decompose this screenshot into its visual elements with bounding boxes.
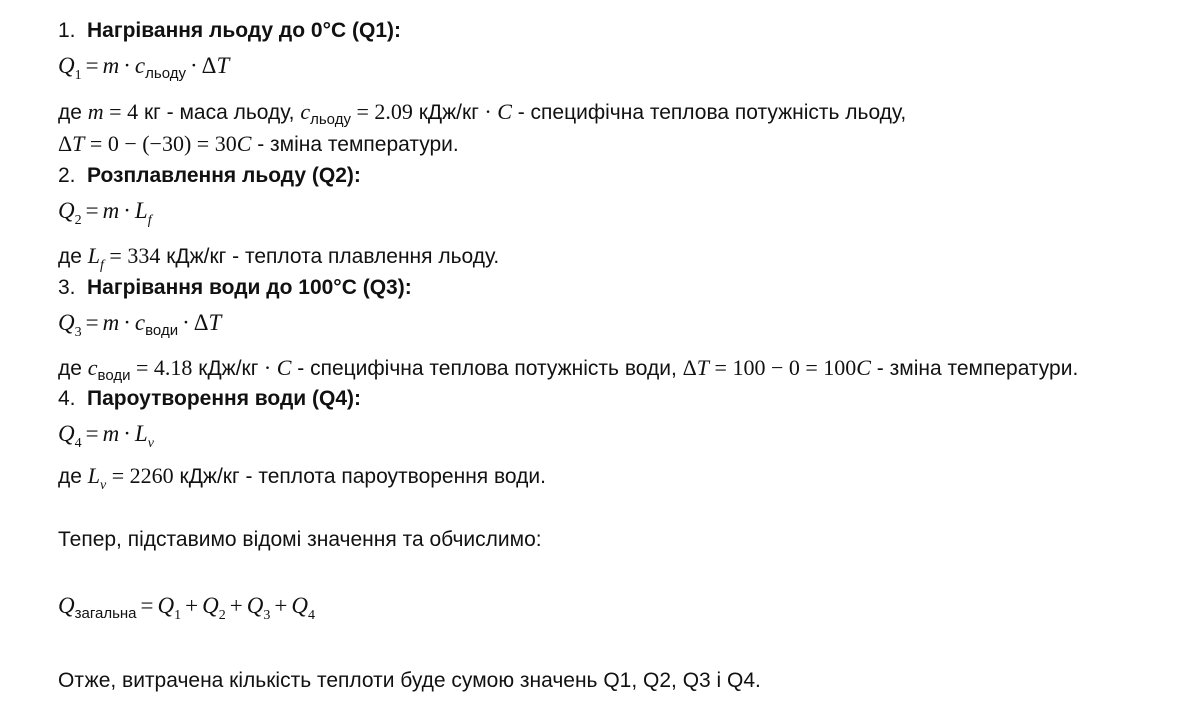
formula-q2: $Q_2 = m \cdot L_f$ — [58, 198, 152, 228]
formula-total: $Q_{загальна} = Q_1 + Q_2 + Q_3 + Q_4$ — [58, 593, 315, 623]
unit-heat: кДж/кг — [198, 357, 259, 380]
step-title: Пароутворення води (Q4): — [87, 387, 362, 410]
step-title: Розплавлення льоду (Q2): — [87, 164, 361, 187]
de-word: де — [58, 245, 82, 268]
latent-heat-value: 2260 — [129, 463, 174, 488]
c-value: 4.18 — [153, 355, 193, 380]
unit-kg: кг — [143, 101, 161, 124]
formula-subscript: 3 — [74, 325, 82, 340]
unit-heat: кДж/кг — [166, 245, 227, 268]
de-word: де — [58, 101, 82, 124]
latent-heat-description: - теплота плавлення льоду. — [232, 245, 500, 268]
latent-heat-value: 334 — [127, 243, 161, 268]
formula-q3: $Q_3 = m \cdot c_{води} \cdot \Delta T$ — [58, 310, 222, 340]
formula-subscript: 1 — [74, 68, 82, 83]
step-3-heading — [58, 274, 412, 302]
formula-subscript: води — [145, 322, 179, 339]
formula-q4: $Q_4 = m \cdot L_v$ — [58, 421, 154, 451]
step-4-heading — [58, 385, 361, 413]
delta-t-description: - зміна температури. — [257, 133, 459, 156]
intro-text: Тепер, підставимо відомі значення та обчислимо: — [58, 528, 542, 551]
step-1-explanation-line-1: де m = 4 кг - маса льоду, $c_{льоду} = 2.09$ кДж/кг · C - специфічна теплова потужність льоду, — [58, 99, 907, 128]
delta-t-expression: = 0 − (−30) = 30 — [89, 131, 237, 156]
c-description: - специфічна теплова потужність льоду, — [517, 101, 907, 124]
mass-description: - маса льоду, — [166, 101, 295, 124]
de-word: де — [58, 465, 82, 488]
latent-heat-description: - теплота пароутворення води. — [245, 465, 546, 488]
formula-subscript: 2 — [74, 213, 82, 228]
delta-t-description: - зміна температури. — [876, 357, 1079, 380]
mass-value: 4 — [127, 99, 139, 124]
formula-subscript: v — [147, 436, 154, 451]
formula-subscript: f — [147, 213, 152, 228]
c-description: - специфічна теплова потужність води, — [297, 357, 677, 380]
step-2-heading — [58, 162, 361, 190]
step-title: Нагрівання льоду до 0°C (Q1): — [87, 19, 401, 42]
formula-subscript: загальна — [74, 605, 137, 622]
step-3-explanation: де $c_{води} = 4.18$ кДж/кг · C - специфічна теплова потужність води, ΔT = 100 − 0 = 100C - зміна температури. — [58, 355, 1079, 384]
step-number: 4. — [58, 387, 76, 410]
step-number: 3. — [58, 276, 76, 299]
c-value: 2.09 — [374, 99, 413, 124]
step-number: 1. — [58, 19, 76, 42]
step-1-heading — [58, 17, 401, 45]
formula-subscript: 4 — [74, 436, 82, 451]
de-word: де — [58, 357, 82, 380]
step-4-explanation: де $L_v = 2260$ кДж/кг - теплота пароутворення води. — [58, 463, 546, 493]
formula-subscript: v — [100, 478, 107, 493]
formula-subscript: води — [97, 367, 131, 384]
formula-q1: $Q_1 = m \cdot c_{льоду} \cdot \Delta T$ — [58, 53, 230, 83]
formula-subscript: льоду — [310, 111, 351, 128]
formula-subscript: льоду — [145, 65, 186, 82]
step-number: 2. — [58, 164, 76, 187]
delta-t-expression: = 100 − 0 = 100 — [714, 355, 857, 380]
formula-subscript: f — [100, 258, 104, 273]
unit-heat: кДж/кг — [179, 465, 240, 488]
step-1-explanation-line-2: ΔT = 0 − (−30) = 30C - зміна температури. — [58, 131, 459, 156]
step-title: Нагрівання води до 100°C (Q3): — [87, 276, 412, 299]
conclusion-text: Отже, витрачена кількість теплоти буде сумою значень Q1, Q2, Q3 і Q4. — [58, 669, 761, 692]
unit-heat: кДж/кг — [418, 101, 479, 124]
step-2-explanation: де $L_f = 334$ кДж/кг - теплота плавлення льоду. — [58, 243, 500, 273]
